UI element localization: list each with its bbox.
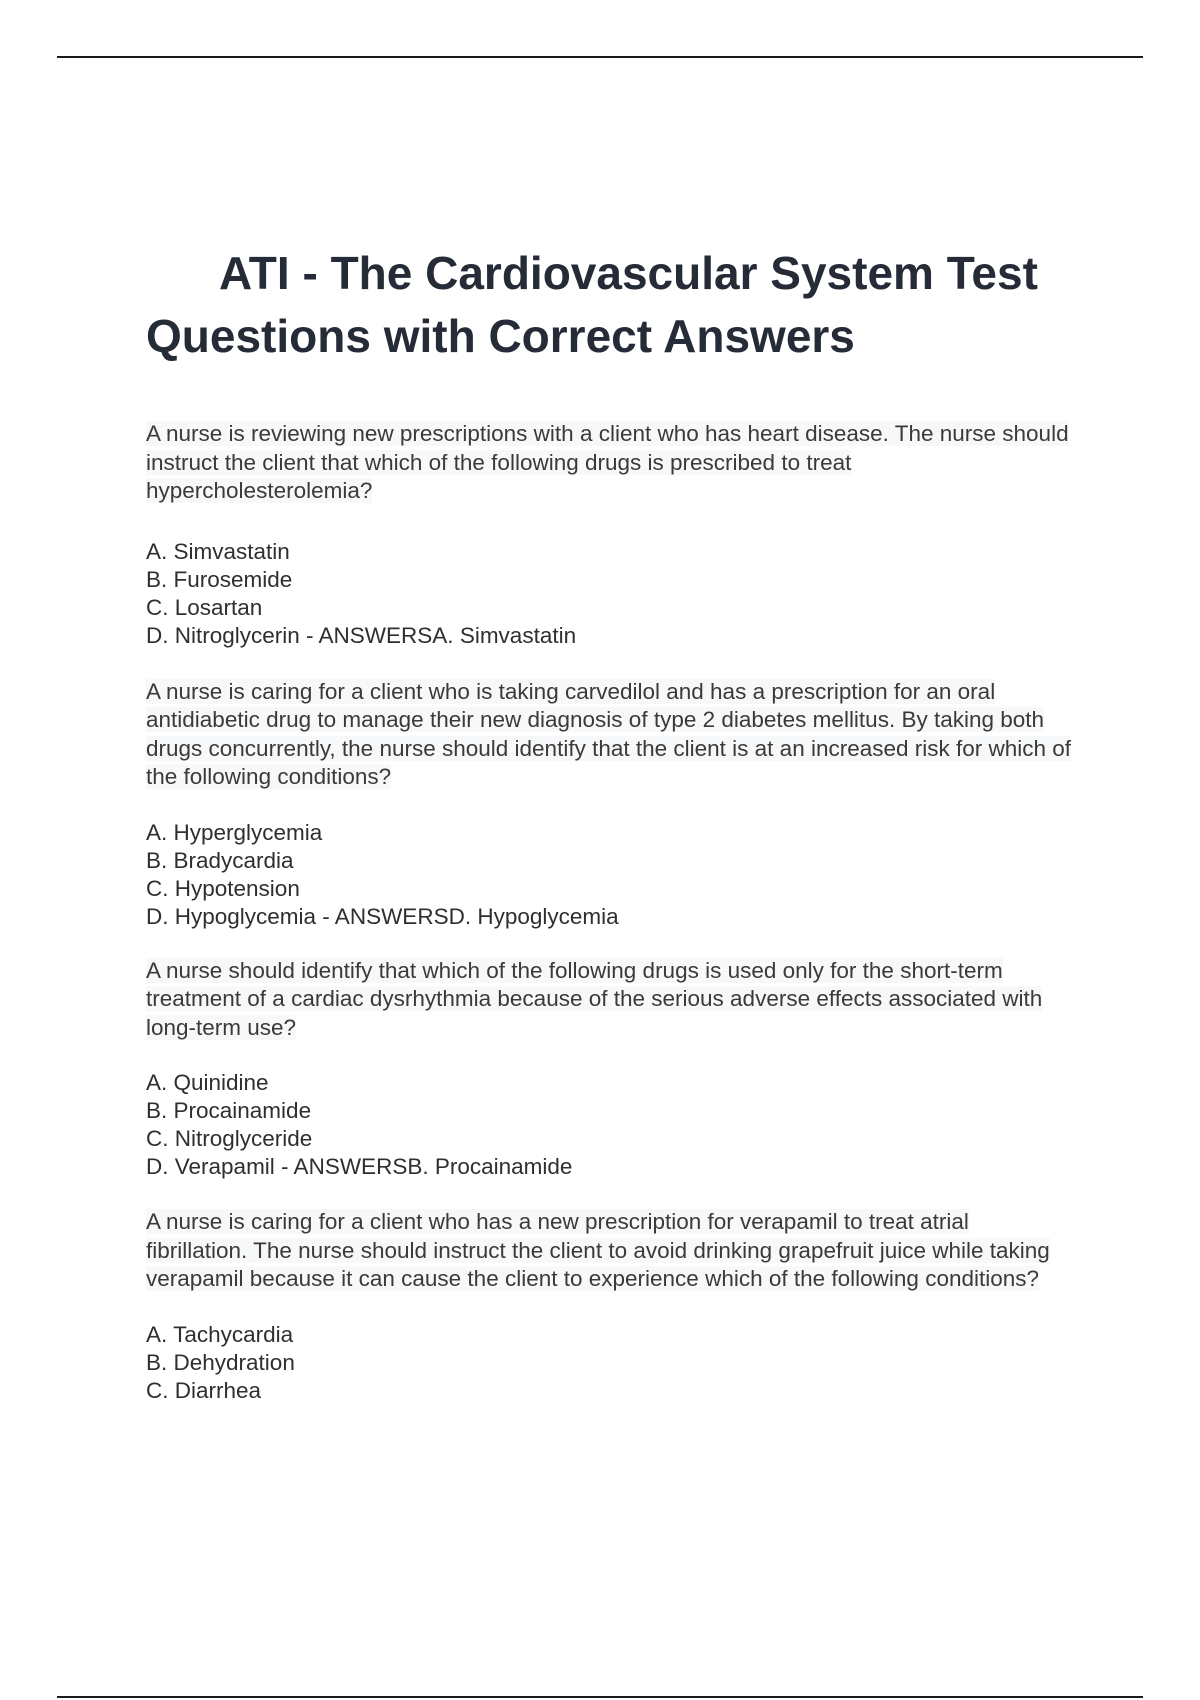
question-text: A nurse should identify that which of the following drugs is used only for the short-term treatment of a cardiac dysrhythmia because of the serious adverse effects associated with long-term use? xyxy=(146,957,1043,1040)
answer-option: B. Bradycardia xyxy=(146,847,294,873)
question-block xyxy=(146,420,1076,650)
answer-option: A. Simvastatin xyxy=(146,538,290,564)
bottom-rule xyxy=(57,1696,1143,1698)
answer-option: B. Furosemide xyxy=(146,566,293,592)
answer-options xyxy=(146,1321,1076,1405)
question-block xyxy=(146,1208,1076,1405)
answer-option: C. Nitroglyceride xyxy=(146,1126,313,1151)
question-text: A nurse is caring for a client who has a new prescription for verapamil to treat atrial fibrillation. The nurse should instruct the client to avoid drinking grapefruit juice while taking verapamil because it can cause the client to experience which of the following conditions? xyxy=(146,1209,1050,1291)
question-text: A nurse is caring for a client who is taking carvedilol and has a prescription for an oral antidiabetic drug to manage their new diagnosis of type 2 diabetes mellitus. By taking both drugs concurrently, the nurse should identify that the client is at an increased risk for which of the following conditions? xyxy=(146,678,1072,789)
question-block xyxy=(146,957,1076,1182)
answer-option: A. Tachycardia xyxy=(146,1321,294,1347)
answer-option: D. Nitroglycerin - ANSWERSA. Simvastatin xyxy=(146,622,577,648)
answer-options xyxy=(146,538,1076,650)
answer-option: A. Hyperglycemia xyxy=(146,819,323,845)
answer-options xyxy=(146,1069,1076,1181)
answer-option: D. Hypoglycemia - ANSWERSD. Hypoglycemia xyxy=(146,903,619,929)
answer-option: A. Quinidine xyxy=(146,1070,269,1095)
question-text: A nurse is reviewing new prescriptions with a client who has heart disease. The nurse should instruct the client that which of the following drugs is prescribed to treat hypercholesterolemia? xyxy=(146,421,1069,503)
answer-option: C. Hypotension xyxy=(146,875,300,901)
answer-option: B. Procainamide xyxy=(146,1098,312,1123)
question-block xyxy=(146,678,1076,931)
top-rule xyxy=(57,56,1143,58)
answer-option: C. Diarrhea xyxy=(146,1377,262,1403)
question-list xyxy=(146,420,1076,1405)
answer-options xyxy=(146,819,1076,931)
document-title: ATI - The Cardiovascular System Test Questions with Correct Answers xyxy=(146,247,1038,362)
answer-option: B. Dehydration xyxy=(146,1349,295,1375)
answer-option: C. Losartan xyxy=(146,594,263,620)
answer-option: D. Verapamil - ANSWERSB. Procainamide xyxy=(146,1154,573,1179)
